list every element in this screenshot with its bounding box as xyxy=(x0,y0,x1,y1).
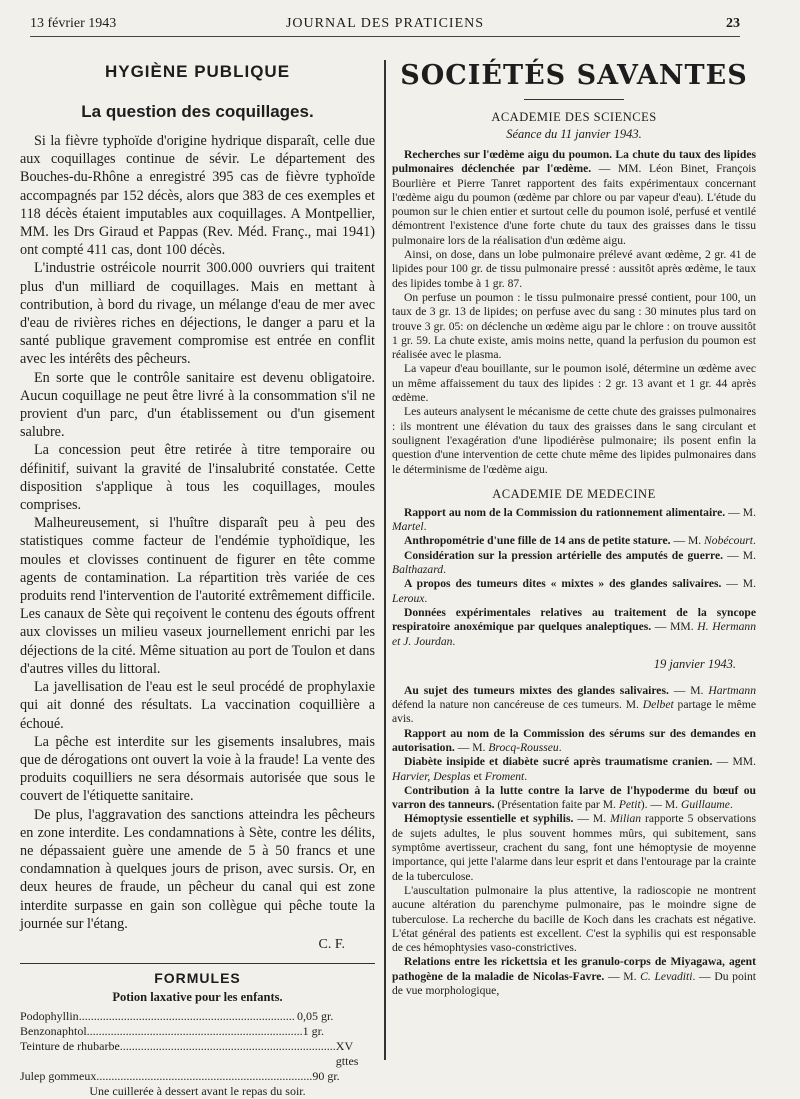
list-item: Contribution à la lutte contre la larve de l'hypoderme du bœuf ou varron des tanneurs. (Présentation faite par M. Petit). — M. Guillaume. xyxy=(392,783,756,812)
medecine-items-2 xyxy=(392,684,756,999)
ingredient-name: Julep gommeux........................................................................ xyxy=(20,1068,313,1083)
paragraph: Ainsi, on dose, dans un lobe pulmonaire prélevé avant œdème, 2 gr. 41 de lipides pour 100 gr. de tissu pulmonaire pressé : aussitôt après œdème, le taux des lipides tombe à 1 gr. 87. xyxy=(392,248,756,290)
paragraph: On perfuse un poumon : le tissu pulmonaire pressé contient, pour 100, un taux de 3 gr. 13 de lipides; on perfuse avec du sang : 30 minutes plus tard on trouve 3 gr. 05: on déclenche un œdème aigu par le chlore : on trouve aussitôt 1 gr. 59. La chute existe, amis moins nette, quand la perfusion du poumon est réalisée avec le plasma. xyxy=(392,290,756,362)
list-item: Considération sur la pression artérielle des amputés de guerre. — M. Balthazard. xyxy=(392,548,756,577)
ingredient-qty: 1 gr. xyxy=(302,1023,324,1038)
ingredient-name: Teinture de rhubarbe........................................................................ xyxy=(20,1038,336,1053)
list-item: Rapport au nom de la Commission des sérums sur des demandes en autorisation. — M. Brocq-Rousseu. xyxy=(392,726,756,754)
paragraph: Les auteurs analysent le mécanisme de cette chute des graisses pulmonaires : ils montrent une élévation du taux des graisses dans le sang circulant et soulignent l'exagération d'une lipodiérèse pulmonaire; ils posent enfin la question d'une intervention de cette chute même des lipides pulmonaires dans le déterminisme de l'œdème aigu. xyxy=(392,405,756,476)
article-title: La question des coquillages. xyxy=(81,102,314,121)
ingredient-row xyxy=(20,1024,375,1039)
report-lead xyxy=(392,148,756,248)
ingredient-row xyxy=(20,1069,375,1084)
ingredient-qty: 90 gr. xyxy=(312,1068,340,1083)
issue-date: 13 février 1943 xyxy=(30,16,117,31)
paragraph: L'industrie ostréicole nourrit 300.000 ouvriers qui traitent plus d'un milliard de coquillages. Mais en mettant à contribution, à bord du rivage, un mélange d'eau de mer avec d'eau de rivières riches en déjections, le danger a paru et la santé publique gravement compromise est entrée en conflit avec les intérêts des pêcheurs. xyxy=(20,260,375,368)
section-heading: HYGIÈNE PUBLIQUE xyxy=(104,62,291,81)
list-item: Relations entre les rickettsia et les granulo-corps de Miyagawa, agent pathogène de la maladie de Nicolas-Favre. — M. C. Levaditi. — Du point de vue morphologique, xyxy=(392,955,756,998)
divider xyxy=(524,99,624,100)
paragraph: L'auscultation pulmonaire la plus attentive, la radioscopie ne montrent aucune altération du parenchyme pulmonaire, pas le moindre signe de tuberculose. La recherche du bacille de Koch dans les crachats est négative. L'état général des patients est excellent. C'est la syphilis qui est responsable de ces hémophtysies vaso-constrictives. xyxy=(392,883,756,955)
session-date: Séance du 11 janvier 1943. xyxy=(506,127,642,141)
formula-title: Potion laxative pour les enfants. xyxy=(112,989,283,1004)
ingredient-name: Podophyllin........................................................................ xyxy=(20,1008,295,1023)
paragraph: La javellisation de l'eau est le seul procédé de prophylaxie qui ait donné des résultats. La vaccination coquillière a échoué. xyxy=(20,679,375,732)
paragraph: La concession peut être retirée à titre temporaire ou définitif, suivant la gravité de l'insalubrité constatée. Cette disposition s'applique à tous les coquillages, moules comprises. xyxy=(20,442,375,514)
paragraph: De plus, l'aggravation des sanctions atteindra les pêcheurs en zone interdite. Les condamnations à Sète, contre les délits, ne dépassaient guère une amende de 5 à 50 francs et une condamnation à quelques jours de prison, avec sursis. Or, en deux heures de fraude, un pêcheur du canal qui est zone interdite surpasse en gain son collègue qui pêche toute la journée sur l'étang. xyxy=(20,806,375,932)
academy-heading: ACADEMIE DE MEDECINE xyxy=(492,486,656,501)
list-item: Hémoptysie essentielle et syphilis. — M. Milian rapporte 5 observations de sujets adultes, le plus souvent hommes mûrs, qui subitement, sans symptôme avertisseur, crachent du sang, font une hémoptysie de moyenne importance, qui jette l'alarme dans leur esprit et dans l'entourage par la crainte de la tuberculose. xyxy=(392,812,756,883)
academy-heading: ACADEMIE DES SCIENCES xyxy=(491,110,657,124)
column-divider xyxy=(384,60,386,1060)
ingredient-name: Benzonaphtol........................................................................ xyxy=(20,1023,303,1038)
list-item: Au sujet des tumeurs mixtes des glandes salivaires. — M. Hartmann défend la nature non cancéreuse de ces tumeurs. M. Delbet partage le même avis. xyxy=(392,683,756,726)
article-body xyxy=(20,132,375,933)
ingredient-qty: 0,05 gr. xyxy=(297,1008,334,1023)
list-item: Données expérimentales relatives au traitement de la syncope respiratoire anoxémique par quelques analeptiques. — MM. H. Hermann et J. Jourdan. xyxy=(392,605,756,648)
ingredient-row xyxy=(20,1009,375,1024)
report-title: Recherches sur l'œdème aigu du poumon. La chute du taux des lipides pulmonaires déclenchée par l'œdème. xyxy=(392,148,756,176)
list-item: A propos des tumeurs dites « mixtes » des glandes salivaires. — M. Leroux. xyxy=(392,577,756,605)
paragraph: La pêche est interdite sur les gisements insalubres, mais que de dérogations ont ouvert la voie à la fraude! La vente des produits coquilliers ne sera désormais autorisée que sous le couvert de l'étiquette sanitaire. xyxy=(20,733,375,805)
formula-instruction: Une cuillerée à dessert avant le repas du soir. xyxy=(89,1083,306,1098)
divider xyxy=(20,963,375,964)
page-header xyxy=(30,14,740,37)
session-date: 19 janvier 1943. xyxy=(653,656,736,671)
left-column xyxy=(20,58,375,1099)
page-number: 23 xyxy=(726,16,740,31)
paragraph: Malheureusement, si l'huître disparaît peu à peu des statistiques comme facteur de l'endémie typhoïdique, les moules et clovisses continuent de figurer en tête comme agents de contamination. La répartition très variée de ces produits rend l'intervention de l'autorité extrêmement difficile. Les canaux de Sète qui reçoivent le contenu des égouts offrent aux clovisses un milieu vaseux journellement enrichi par les déjections de la cité. Même situation au port de Toulon et dans d'autres villes du littoral. xyxy=(20,515,375,677)
medecine-items xyxy=(392,506,756,649)
report-authors: — MM. Léon Binet, François Bourlière et Pierre Tanret rapportent des faits expérimentaux concernant l'œdème aigu du poumon (œdème par chlore ou par vapeur d'eau). L'étude du poumon sur le chien entier et surtout celle du poumon isolé, perfusé et ventilé démontrent l'existence d'une forte chute du taux des graisses dans le tissu pulmonaire lors de la réalisation d'un œdème aigu. xyxy=(392,162,756,247)
ingredient-row xyxy=(20,1039,375,1069)
list-item: Rapport au nom de la Commission du rationnement alimentaire. — M. Martel. xyxy=(392,505,757,534)
paragraph: En sorte que le contrôle sanitaire est devenu obligatoire. Aucun coquillage ne peut être livré à la consommation s'il ne provient d'un parc, d'un établissement ou d'un gisement salubre. xyxy=(20,369,375,441)
ingredient-qty: XV gttes xyxy=(335,1038,359,1068)
formulas-heading: FORMULES xyxy=(154,969,241,986)
section-masthead: SOCIÉTÉS SAVANTES xyxy=(400,60,748,91)
ingredient-list xyxy=(20,1009,375,1084)
right-column xyxy=(392,58,756,998)
list-item: Anthropométrie d'une fille de 14 ans de petite stature. — M. Nobécourt. xyxy=(404,534,756,548)
paragraph: La vapeur d'eau bouillante, sur le poumon isolé, détermine un œdème avec un même affaissement du taux des lipides : 2 gr. 13 avant et 1 gr. 44 après œdème. xyxy=(392,362,756,405)
paragraph: Si la fièvre typhoïde d'origine hydrique disparaît, celle due aux coquillages continue de sévir. Le département des Bouches-du-Rhône a enregistré 395 cas de fièvre typhoïde accompagnés par 152 décès, alors que 383 de ces exemples et 118 décès étaient imputables aux coquillages. A Montpellier, MM. les Drs Giraud et Pappas (Rev. Méd. Franç., mai 1941) ont compté 411 cas, dont 100 décès. xyxy=(20,133,375,259)
journal-title: JOURNAL DES PRATICIENS xyxy=(285,16,485,31)
sciences-report xyxy=(392,148,756,477)
article-signature: C. F. xyxy=(318,936,345,952)
list-item: Diabète insipide et diabète sucré après traumatisme cranien. — MM. Harvier, Desplas et Froment. xyxy=(392,755,756,783)
